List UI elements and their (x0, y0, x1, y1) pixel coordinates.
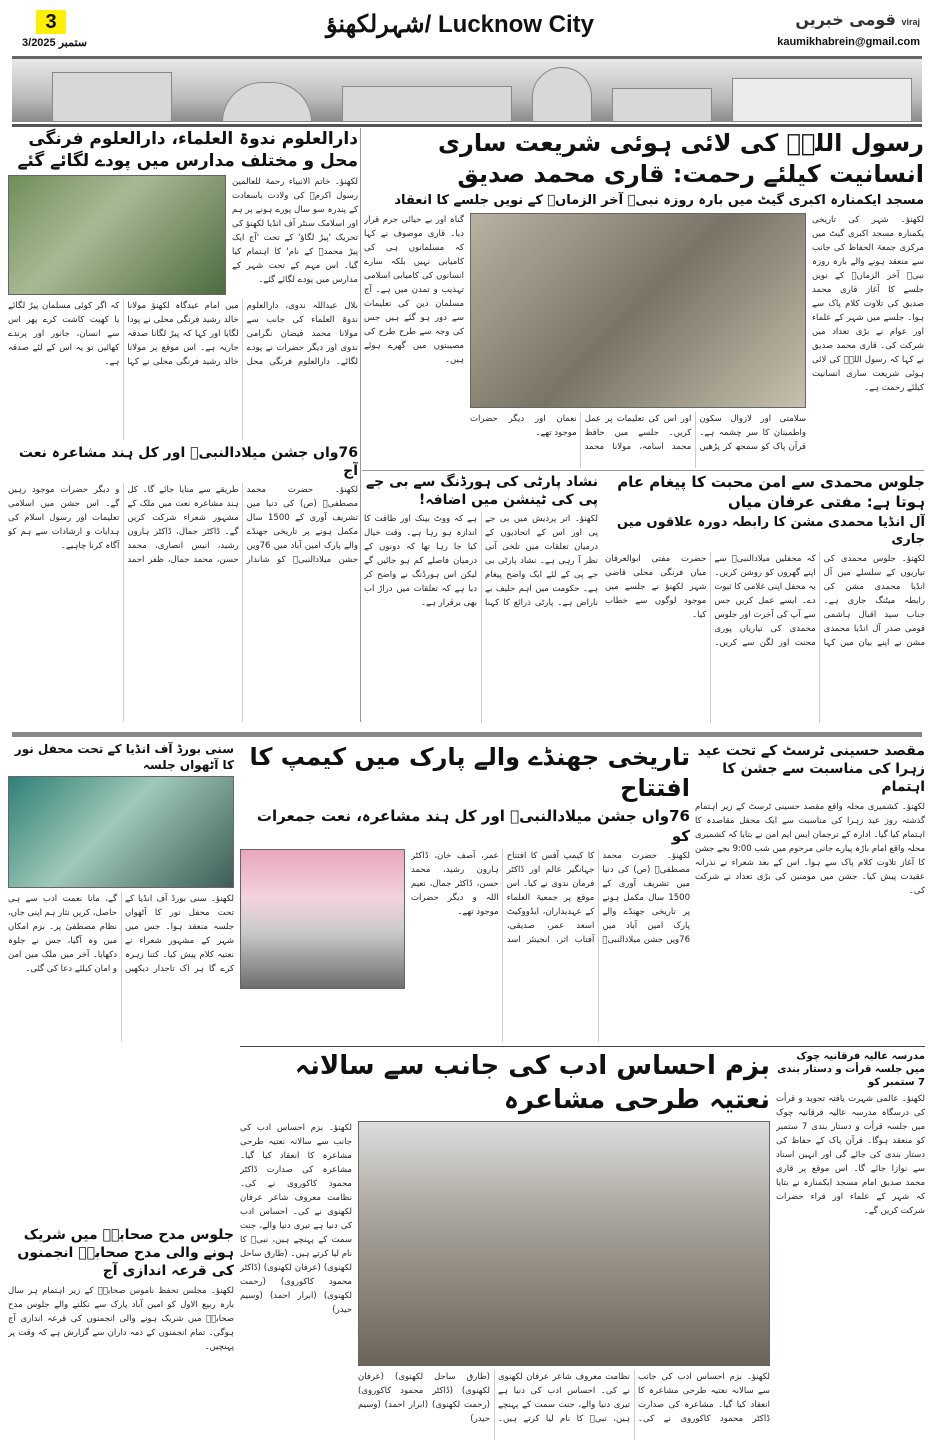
section-title: شہرلکھنؤ/ Lucknow City (325, 11, 595, 38)
photo-mehfil-noor (8, 776, 234, 888)
headline-eid-zahra: مقصد حسینی ٹرسٹ کے تحت عید زہرا کی مناسبت سے جشن کا اہتمام (697, 743, 925, 796)
photo-qari-speech (470, 213, 806, 408)
article-body: لکھنؤ۔ سنی بورڈ آف انڈیا کے تحت محفل نور کا آٹھواں جلسہ منعقد ہوا۔ جس میں شہر کے مشہور شعراء نے نعتیہ کلام پیش کیا۔ کتنا زہرہ کرے گا ہر اک تاجدار دیکھیں گے، مانا نعمت ادب سے ہی حاصل، کریں نثار ہم اپنی جاں، نظام مصطفیٰ پر۔ بزم امکاں میں وہ آگیا، جس نے جلوہ دکھایا۔ آخر میں ملک میں امن و امان کیلئے دعا کی گئی۔ (8, 894, 234, 975)
article-body: سلامتی اور لازوال سکون واطمینان کا سر چشمہ ہے۔ قرآن پاک کو سمجھ کر پڑھیں اور اس کی تعلیمات پر عمل کریں۔ جلسے میں حافظ محمد اسامہ، مولانا محمد نعمان اور دیگر حضرات موجود تھے۔ (470, 414, 806, 452)
story-plants (8, 128, 358, 440)
logo-mark-icon: viraj (901, 17, 920, 27)
divider (362, 470, 924, 471)
story-sunni-board (8, 742, 234, 1042)
divider (240, 1046, 925, 1047)
article-body: لکھنؤ۔ حضرت محمد مصطفیؐ (ص) کی دنیا میں تشریف آوری کے 1500 سال مکمل ہونے پر تاریخی جھنڈے والے پارک امین آباد میں 76ویں جشن میلادالنبیؐ کا کیمپ آفس کا افتتاح جہانگیر عالم اور ڈاکٹر فرمان ندوی نے کیا۔ اس موقع پر جمعیۃ العلماء کے عہدیداران، ایڈووکیٹ اسعد عمر، صدیقی، آفتاب اثر، انجینئر اسد عمر، آصف خان، ڈاکٹر ہارون رشید، محمد حسن، ڈاکٹر جمال، نعیم اللہ و دیگر حضرات موجود تھے۔ (411, 851, 690, 946)
column-divider (360, 128, 361, 722)
headline-plants: دارالعلوم ندوۃ العلماء، دارالعلوم فرنگی محل و مختلف مدارس میں پودے لگائے گئے (17, 129, 358, 172)
article-body: لکھنؤ۔ جلوس محمدی کی تیاریوں کے سلسلے میں آل انڈیا محمدی مشن کی رابطہ میٹنگ جاری ہے۔ جناب سید اقبال ہاشمی قومی صدر آل انڈیا محمدی مشن نے اپنے بیان میں کہا کہ محفلیں میلادالنبیؐ سے اپنے گھروں کو روشن کریں۔ یہ محفل اپنی غلامی کا ثبوت دے۔ ایسے عمل کریں جس سے آپ کی آخرت اور جلوس محمدی کی تیاریاں پوری محنت اور لگن سے کریں۔ حضرت مفتی ابوالعرفان میاں فرنگی محلی قاضی شہر لکھنؤ نے جلسے میں موجود لوگوں سے خطاب کیا۔ (605, 553, 925, 648)
headline-nishad: نشاد پارٹی کی ہورڈنگ سے بی جے پی کی ٹینشن میں اضافہ! (365, 474, 598, 509)
subhead-qari: مسجد ایکمنارہ اکبری گیٹ میں بارہ روزہ نبیؐ آخر الزماںؐ کے نویں جلسے کا انعقاد (394, 193, 924, 209)
article-body: لکھنؤ۔ بزم احساس ادب کی جانب سے سالانہ نعتیہ طرحی مشاعرہ کا انعقاد کیا گیا۔ مشاعرہ کی صدارت ڈاکٹر محمود کاکوروی نے کی۔ نظامت معروف شاعر عرفان لکھنوی نے کی۔ احساس ادب کی دنیا ہے تیری دنیا والے، جنت سمت کے پہنچے ہیں، نبیؐ کا نام لیا کرتے ہیں۔ (طارق ساحل لکھنوی) (عرفان لکھنوی) (ڈاکٹر محمود کاکوروی) (رحمت لکھنوی) (ابرار احمد) (وسیم حیدر) (240, 1122, 352, 1315)
contact-email[interactable]: kaumikhabrein@gmail.com (777, 36, 920, 48)
story-qari (364, 128, 924, 468)
headline-madrasa: مدرسہ عالیہ فرقانیہ چوک میں جلسہ قرأت و دستار بندی 7 ستمبر کو (777, 1051, 925, 1088)
story-sahaba (8, 1226, 234, 1440)
masthead-logo (760, 10, 920, 29)
article-body: لکھنؤ۔ بزم احساس ادب کی جانب سے سالانہ نعتیہ طرحی مشاعرہ کا انعقاد کیا گیا۔ مشاعرہ کی صدارت ڈاکٹر محمود کاکوروی نے کی۔ نظامت معروف شاعر عرفان لکھنوی نے کی۔ احساس ادب کی دنیا ہے تیری دنیا والے، جنت سمت کے پہنچے ہیں، نبیؐ کا نام لیا کرتے ہیں۔ (طارق ساحل لکھنوی) (عرفان لکھنوی) (ڈاکٹر محمود کاکوروی) (رحمت لکھنوی) (ابرار احمد) (وسیم حیدر) (358, 1372, 770, 1424)
article-body: بلال عبداللہ ندوی، دارالعلوم ندوۃ العلماء کی جانب سے مولانا محمد فیضان نگرامی ندوی اور دیگر حضرات نے پودے لگائے۔ دارالعلوم فرنگی محل میں امام عیدگاہ لکھنؤ مولانا خالد رشید فرنگی محلی نے پودا لگایا اور کہا کہ پیڑ لگانا صدقہ جاریہ ہے۔ اس موقع پر مولانا خالد رشید فرنگی محلی نے کہا کہ اگر کوئی مسلمان پیڑ لگائے یا کھیت کاشت کرے پھر اس سے انسان، جانور اور پرندے کھائیں تو یہ اس کے لئے صدقہ ہے۔ (8, 301, 358, 368)
story-eid-zahra (695, 742, 925, 1042)
article-body: لکھنؤ۔ عالمی شہرت یافتہ تجوید و قرأت کی درسگاہ مدرسہ عالیہ فرقانیہ چوک میں جلسہ قرأت و دستار بندی 7 ستمبر کو منعقد ہوگا۔ قرآن پاک کے حفاظ کی دستار بندی کی جائے گی اور انہیں اسناد سے نوازا جائے گا۔ اس موقع پر قاری محمد صدیق امام مسجد ایکمنارہ نے بتایا کہ شہر کے علماء اور قراء حضرات شرکت کریں گے۔ (776, 1094, 925, 1216)
story-mushaira (240, 1050, 770, 1440)
photo-camp-inauguration (240, 849, 405, 989)
city-skyline-banner (12, 56, 922, 122)
issue-date: 3/ستمبر 2025 (22, 37, 88, 49)
article-body: لکھنؤ۔ حضرت محمد مصطفیؐ (ص) کی دنیا میں تشریف آوری کے 1500 سال مکمل ہونے پر تاریخی جھنڈے والے پارک امین آباد میں 76ویں جشن میلادالنبیؐ کو شاندار طریقے سے منایا جائے گا۔ کل ہند مشاعرہ نعت میں ملک کے مشہور شعراء شرکت کریں گے۔ ڈاکٹر جمال، ڈاکٹر ہارون رشید، انیس انصاری، محمد حسن، محمد جمال، ظفر احمد و دیگر حضرات موجود رہیں گے۔ اس جشن میں اسلامی تعلیمات اور رسول اسلام کی ہدایات و ارشادات سے ہم کو آگاہ کرنا چاہیے۔ (8, 485, 358, 566)
logo-text: قومی خبریں (795, 10, 896, 29)
section-divider (12, 732, 922, 737)
photo-mushaira-group (358, 1121, 770, 1366)
page-number: 3 (36, 10, 66, 34)
article-body: گناہ اور بے حیائی جرم قرار دیا۔ قاری موصوف نے کہا کہ مسلمانوں ہی کی کامیابی نہیں بلکہ سارے انسانوں کی کامیابی اسلامی تہذیب و تمدن میں ہے۔ آج مسلمان دین کی تعلیمات سے دور ہو گئے ہیں جس کی وجہ سے طرح طرح کی مصیبتوں میں گھرے ہوئے ہیں۔ (364, 215, 464, 366)
story-madrasa (776, 1050, 925, 1440)
headline-qari: رسول اللہؐ کی لائی ہوئی شریعت ساری انسانیت کیلئے رحمت: قاری محمد صدیق (438, 129, 924, 189)
article-body: لکھنؤ۔ مجلس تحفظ ناموس صحابہؓ کے زیر اہتمام ہر سال بارہ ربیع الاول کو امین آباد پارک سے نکلنے والے جلوس مدح صحابہؓ میں شریک ہونے والی انجمنوں کی قرعہ اندازی آج ہوگی۔ تمام انجمنوں کے ذمہ داران سے گزارش ہے کہ وقت پر پہنچیں۔ (8, 1285, 234, 1352)
headline-camp: تاریخی جھنڈے والے پارک میں کیمپ کا افتتاح (249, 743, 690, 803)
story-milad-today (8, 444, 358, 722)
article-body: لکھنؤ۔ اتر پردیش میں بی جے پی اور اس کے اتحادیوں کے درمیان تعلقات میں تلخی آتی نظر آ رہی ہے۔ نشاد پارٹی بی جے پی کے لئے ایک واضح پیغام ہے۔ حکومت میں اہم حلیف بے ناراض ہے۔ پارٹی ذرائع کا کہنا ہے کہ ووٹ بینک اور طاقت کا اندازہ ہو رہا ہے۔ وقت خیال کیا جا رہا تھا کہ دونوں کے درمیان فاصلے کم ہو جائیں گے لیکن اس ہورڈنگ نے واضح کر دیا ہے کہ تعلقات میں دراڑ اب بھی برقرار ہے۔ (364, 514, 598, 609)
photo-tree-planting (8, 175, 226, 295)
headline-juloos: جلوس محمدی سے امن محبت کا پیغام عام ہوتا ہے: مفتی عرفان میاں (617, 473, 925, 511)
headline-mushaira: بزم احساس ادب کی جانب سے سالانہ نعتیہ طرحی مشاعرہ (294, 1051, 770, 1115)
subhead-juloos: آل انڈیا محمدی مشن کا رابطہ دورہ علاقوں میں جاری (616, 515, 925, 547)
story-nishad (364, 473, 598, 723)
divider (12, 124, 922, 127)
article-body: لکھنؤ۔ شہر کی تاریخی یکمنارہ مسجد اکبری گیٹ میں مرکزی جمعۃ الحفاظ کی جانب سے منعقد ہونے والے بارہ روزہ نبیؐ آخر الزماںؐ کے نویں جلسے کا آغاز قاری محمد صدیق کی تلاوت کلام پاک سے ہوا۔ جلسے میں شہر کے علماء اور عوام نے بڑی تعداد میں شرکت کی۔ قاری محمد صدیق نے کہا کہ رسول اللہؐ کی لائی ہوئی شریعت ساری انسانیت کیلئے رحمت ہے۔ (812, 215, 924, 394)
headline-sahaba: جلوس مدح صحابہؓ میں شریک ہونے والی مدح صحابہؓ انجمنوں کی قرعہ اندازی آج (17, 1227, 234, 1280)
subhead-camp: 76واں جشن میلادالنبیؐ اور کل ہند مشاعرہ، نعت جمعرات کو (256, 807, 690, 845)
headline-milad-today: 76واں جشن میلادالنبیؐ اور کل ہند مشاعرہ نعت آج (18, 445, 358, 480)
story-camp (240, 742, 690, 1042)
article-body: لکھنؤ۔ کشمیری محلہ واقع مقصد حسینی ٹرسٹ کے زیر اہتمام گذشتہ روز عید زہرا کی مناسبت سے ایک محفل مقاصدہ کا اہتمام کیا گیا۔ ادارہ کے ترجمان ایس ایم امن نے بتایا کہ کشمیری محلہ واقع امام باڑہ پیارے جانی مرحوم میں شب 9:00 بجے جشن کا آغاز تلاوت کلام پاک سے ہوا۔ اس کے بعد شعراء نے نذرانہ عقیدت پیش کیا۔ جشن میں مومنین کی بڑی تعداد نے شرکت کی۔ (695, 801, 925, 896)
article-body: لکھنؤ۔ خاتم الانبیاء رحمۃ للعالمین رسول اکرمؐ کی ولادت باسعادت کے پندرہ سو سال پورے ہونے پر ہم اور اسلامک سنٹر آف انڈیا لکھنؤ کی تحریک 'پیڑ لگاؤ' کے تحت 'آج ایک پیڑ محمدؐ کے نام' کا اہتمام کیا گیا۔ اس مہم کے تحت شہر کے مدارس میں پودے لگائے گئے۔ (232, 177, 358, 286)
headline-sunni-board: سنی بورڈ آف انڈیا کے تحت محفل نور کا آٹھواں جلسہ (14, 742, 234, 772)
story-juloos (605, 473, 925, 723)
